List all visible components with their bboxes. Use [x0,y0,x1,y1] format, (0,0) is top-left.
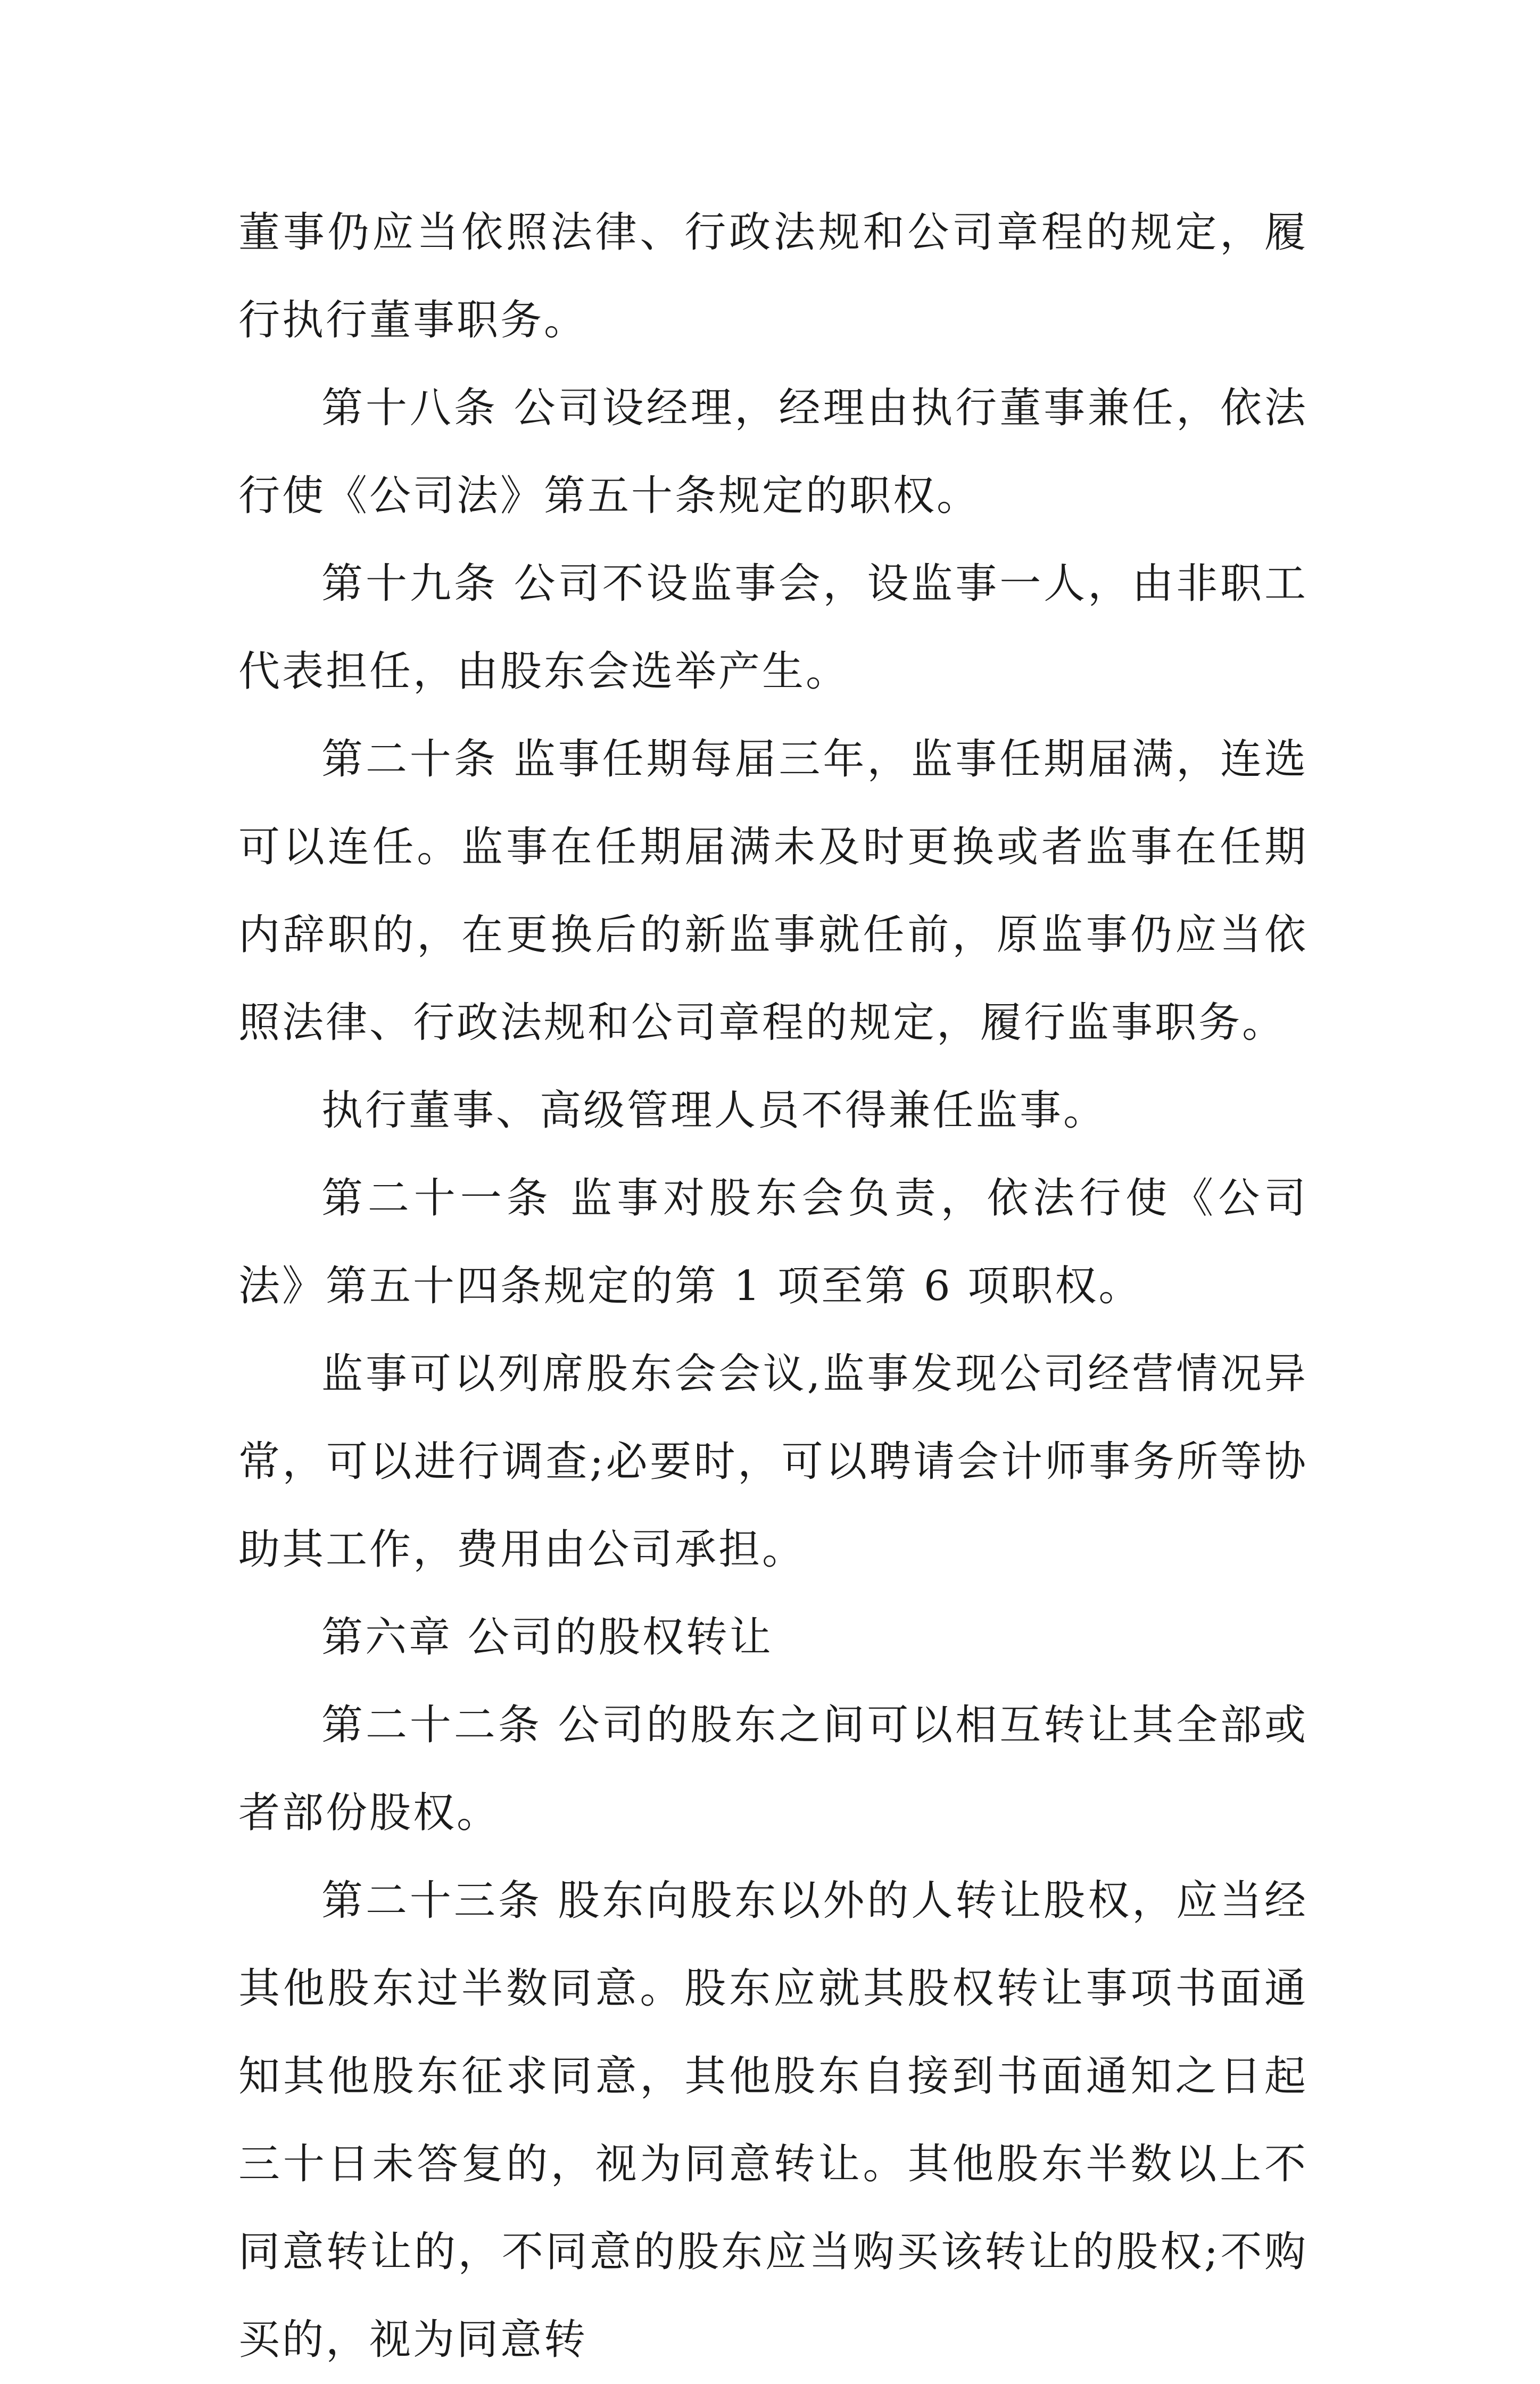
article-23: 第二十三条 股东向股东以外的人转让股权，应当经其他股东过半数同意。股东应就其股权转让事项书面通知其他股东征求同意，其他股东自接到书面通知之日起三十日未答复的，视为同意转让。其他股东半数以上不同意转让的，不同意的股东应当购买该转让的股权;不购买的，视为同意转 [238,1877,1308,2364]
article-18: 第十八条 公司设经理，经理由执行董事兼任，依法行使《公司法》第五十条规定的职权。 [238,384,1308,520]
article-20-clause: 执行董事、高级管理人员不得兼任监事。 [321,1087,1107,1135]
document-body [238,189,1308,2384]
paragraph-continuation: 董事仍应当依照法律、行政法规和公司章程的规定，履行执行董事职务。 [238,209,1308,344]
article-22: 第二十二条 公司的股东之间可以相互转让其全部或者部份股权。 [238,1701,1308,1837]
article-20: 第二十条 监事任期每届三年，监事任期届满，连选可以连任。监事在任期届满未及时更换或者监事在任期内辞职的，在更换后的新监事就任前，原监事仍应当依照法律、行政法规和公司章程的规定，履行监事职务。 [238,735,1308,1047]
article-21: 第二十一条 监事对股东会负责，依法行使《公司法》第五十四条规定的第 1 项至第 6 项职权。 [238,1174,1308,1310]
chapter-6-heading: 第六章 公司的股权转让 [321,1613,773,1661]
article-19: 第十九条 公司不设监事会，设监事一人，由非职工代表担任，由股东会选举产生。 [238,560,1308,696]
article-21-clause: 监事可以列席股东会会议,监事发现公司经营情况异常，可以进行调查;必要时，可以聘请会计师事务所等协助其工作，费用由公司承担。 [238,1350,1308,1574]
